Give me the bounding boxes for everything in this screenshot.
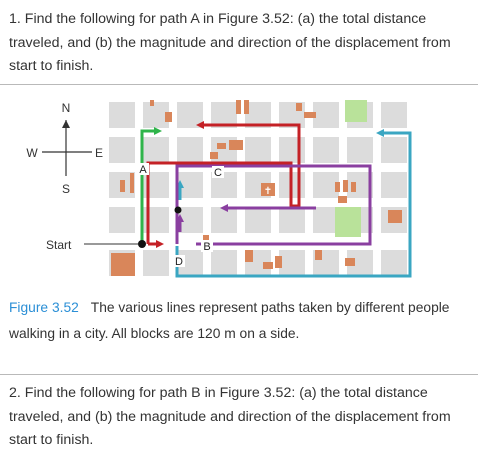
north-arrow-icon [62, 120, 70, 128]
building [111, 253, 135, 276]
question-1-text: 1. Find the following for path A in Figure 3.52: (a) the total distance traveled, and (b) the magnitude and direction of the displacement from start to finish. [9, 11, 451, 74]
park [345, 100, 367, 122]
question-2-text: 2. Find the following for path B in Figure 3.52: (a) the total distance traveled, and (b) the magnitude and direction of the displacement from start to finish. [9, 385, 451, 448]
compass-east: E [94, 146, 104, 160]
park [335, 207, 361, 237]
path-label-c: C [214, 167, 222, 179]
start-dot [138, 240, 146, 248]
figure-caption [9, 295, 471, 347]
figure-caption-label: Figure 3.52 [9, 300, 79, 315]
start-label: Start [46, 238, 72, 252]
compass-north: N [61, 101, 71, 115]
path-label-b: B [203, 241, 211, 253]
compass-west: W [26, 146, 38, 160]
compass-rose [26, 101, 103, 196]
divider-top [0, 84, 478, 85]
divider-bottom [0, 374, 478, 375]
city-blocks [109, 102, 407, 276]
path-label-a: A [139, 164, 147, 176]
figure-caption-text: The various lines represent paths taken by different people walking in a city. All blocks are 120 m on a side. [9, 300, 450, 341]
city-paths-figure [0, 86, 478, 294]
building [229, 140, 243, 150]
compass-south: S [61, 182, 71, 196]
cross-icon: ✝ [263, 186, 273, 197]
path-label-d: D [175, 256, 183, 268]
end-dot [175, 207, 182, 214]
